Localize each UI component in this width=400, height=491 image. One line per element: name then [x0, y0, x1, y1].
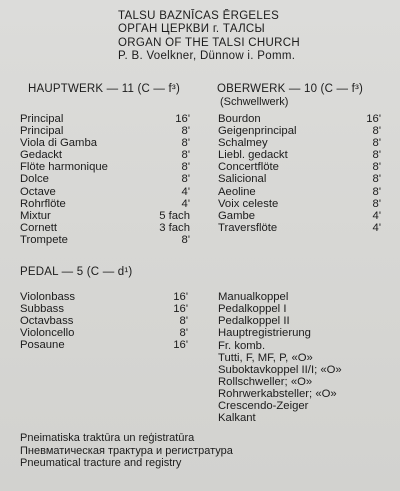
stop-name: Gambe	[218, 209, 256, 222]
stop-pitch: 16'	[366, 113, 381, 125]
stop-pitch: 4'	[181, 197, 190, 210]
footer-latvian: Pneimatiska traktūra un reģistratūra	[20, 432, 195, 444]
stop-row	[20, 137, 190, 149]
pedal-stops	[20, 291, 188, 351]
stop-pitch: 8'	[181, 149, 190, 162]
stop-row	[218, 222, 381, 234]
stop-pitch: 16'	[175, 113, 190, 125]
stop-pitch: 4'	[372, 209, 381, 222]
stop-name: Concertflöte	[218, 161, 279, 174]
stop-name: Rohrflöte	[20, 197, 66, 210]
stop-name: Traversflöte	[218, 221, 278, 234]
stop-name: Geigenprincipal	[218, 125, 297, 138]
stop-row	[218, 149, 381, 161]
stop-name: Violoncello	[20, 327, 75, 340]
hauptwerk-stops	[20, 113, 190, 246]
stop-row	[218, 173, 381, 185]
stop-row	[20, 186, 190, 198]
stop-name: Posaune	[20, 339, 65, 352]
list-item: Fr. komb.	[218, 339, 266, 352]
stop-pitch: 8'	[372, 173, 381, 186]
stop-name: Subbass	[20, 303, 64, 316]
stop-pitch: 8'	[181, 173, 190, 186]
stop-name: Mixtur	[20, 209, 51, 222]
stop-pitch: 8'	[372, 197, 381, 210]
stop-row	[20, 113, 190, 125]
list-item: Pedalkoppel II	[218, 315, 290, 328]
stop-pitch: 4'	[372, 221, 381, 234]
stop-row	[20, 315, 188, 327]
header-russian: ОРГАН ЦЕРКВИ г. ТАЛСЫ	[118, 23, 266, 36]
stop-row	[20, 161, 190, 173]
stop-name: Salicional	[218, 173, 267, 186]
stop-pitch: 8'	[181, 125, 190, 138]
stop-row	[20, 327, 188, 339]
stop-pitch: 8'	[372, 125, 381, 138]
stop-row	[218, 113, 381, 125]
stop-name: Flöte harmonique	[20, 161, 108, 174]
stop-row	[20, 222, 190, 234]
header-builder: P. B. Voelkner, Dünnow i. Pomm.	[118, 50, 296, 63]
stop-row	[20, 234, 190, 246]
stop-name: Octavbass	[20, 315, 74, 328]
list-item: Tutti, F, MF, P, «O»	[218, 351, 313, 364]
stop-name: Cornett	[20, 221, 58, 234]
stop-pitch: 8'	[372, 185, 381, 198]
stop-pitch: 5 fach	[159, 209, 190, 222]
stop-name: Trompete	[20, 233, 68, 246]
list-item: Suboktavkoppel II/I; «O»	[218, 363, 342, 376]
stop-row	[20, 303, 188, 315]
oberwerk-stops	[218, 113, 381, 234]
stop-pitch: 16'	[173, 303, 188, 316]
stop-pitch: 16'	[173, 291, 188, 303]
stop-pitch: 8'	[181, 161, 190, 174]
stop-row	[20, 149, 190, 161]
list-item: Crescendo-Zeiger	[218, 400, 309, 413]
stop-row	[218, 186, 381, 198]
stop-row	[20, 125, 190, 137]
footer-english: Pneumatical tracture and registry	[20, 457, 182, 470]
list-item: Rohrwerkabsteller; «O»	[218, 388, 337, 401]
header-latvian: TALSU BAZNĪCAS ĒRGELES	[118, 10, 280, 22]
list-item: Hauptregistrierung	[218, 327, 311, 340]
stop-row	[218, 210, 381, 222]
stop-row	[20, 339, 188, 351]
stop-row	[218, 137, 381, 149]
accessories-list	[218, 291, 342, 425]
oberwerk-title: OBERWERK — 10 (C — f³)	[217, 83, 364, 95]
stop-name: Violonbass	[20, 291, 76, 303]
stop-name: Voix celeste	[218, 197, 279, 210]
list-item: Manualkoppel	[218, 291, 289, 303]
stop-name: Liebl. gedackt	[218, 149, 288, 162]
list-item: Pedalkoppel I	[218, 303, 287, 316]
oberwerk-subtitle: (Schwellwerk)	[220, 96, 289, 108]
pedal-title: PEDAL — 5 (C — d¹)	[20, 266, 133, 278]
list-item: Kalkant	[218, 412, 256, 425]
stop-row	[218, 198, 381, 210]
header-english: ORGAN OF THE TALSI CHURCH	[118, 36, 300, 49]
stop-row	[20, 291, 188, 303]
stop-pitch: 8'	[372, 137, 381, 150]
stop-pitch: 8'	[179, 327, 188, 340]
list-item: Rollschweller; «O»	[218, 375, 313, 388]
stop-name: Bourdon	[218, 113, 261, 125]
stop-pitch: 8'	[179, 315, 188, 328]
stop-pitch: 16'	[173, 339, 188, 352]
stop-name: Viola di Gamba	[20, 137, 98, 150]
stop-pitch: 4'	[181, 185, 190, 198]
stop-name: Octave	[20, 185, 56, 198]
stop-row	[20, 173, 190, 185]
page-footer	[20, 432, 233, 470]
stop-pitch: 8'	[181, 233, 190, 246]
page-header	[118, 10, 300, 64]
stop-pitch: 3 fach	[159, 221, 190, 234]
footer-russian: Пневматическая трактура и регистратура	[20, 444, 233, 457]
stop-name: Principal	[20, 125, 64, 138]
stop-name: Principal	[20, 113, 64, 125]
stop-row	[218, 125, 381, 137]
stop-row	[218, 161, 381, 173]
stop-row	[20, 198, 190, 210]
stop-pitch: 8'	[372, 161, 381, 174]
stop-name: Schalmey	[218, 137, 268, 150]
stop-name: Gedackt	[20, 149, 63, 162]
stop-name: Aeoline	[218, 185, 256, 198]
hauptwerk-title: HAUPTWERK — 11 (C — f³)	[28, 83, 180, 95]
stop-name: Dolce	[20, 173, 49, 186]
stop-pitch: 8'	[181, 137, 190, 150]
stop-row	[20, 210, 190, 222]
stop-pitch: 8'	[372, 149, 381, 162]
